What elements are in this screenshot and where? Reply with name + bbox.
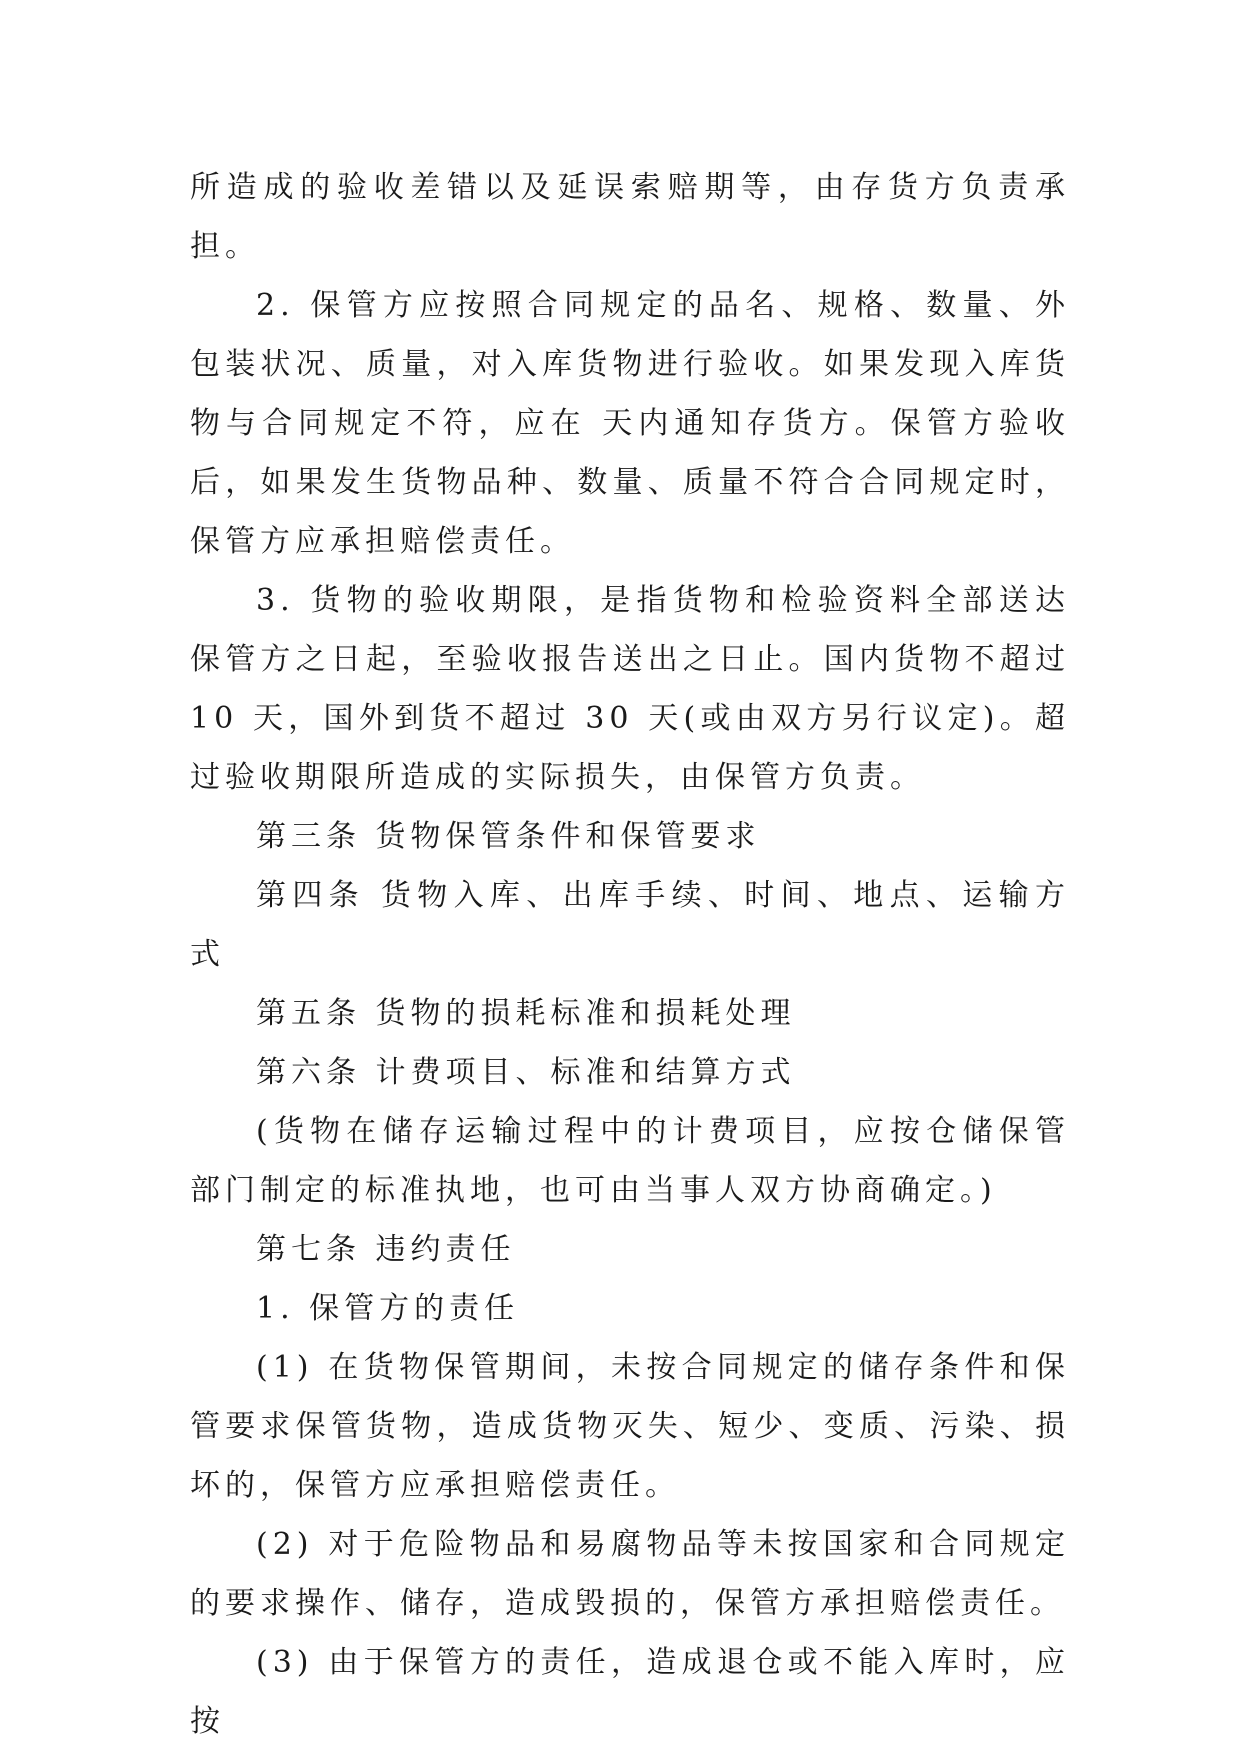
liability-item-2: (2) 对于危险物品和易腐物品等未按国家和合同规定的要求操作、储存，造成毁损的，保管方承担赔偿责任。 (190, 1527, 1070, 1621)
paragraph-clause-3: 3. 货物的验收期限，是指货物和检验资料全部送达保管方之日起，至验收报告送出之日止。国内货物不超过 10 天，国外到货不超过 30 天(或由双方另行议定)。超过验收期限所造成的实际损失，由保管方负责。 (190, 583, 1070, 795)
liability-item-3: (3) 由于保管方的责任，造成退仓或不能入库时，应按 (190, 1645, 1070, 1739)
paragraph-continuation: 所造成的验收差错以及延误索赔期等，由存货方负责承担。 (190, 170, 1070, 264)
article-6-heading: 第六条 计费项目、标准和结算方式 (256, 1055, 796, 1090)
article-6-note: (货物在储存运输过程中的计费项目，应按仓储保管部门制定的标准执地，也可由当事人双方协商确定。) (190, 1114, 1070, 1208)
custodian-liability-heading: 1. 保管方的责任 (256, 1291, 520, 1326)
article-3-heading: 第三条 货物保管条件和保管要求 (256, 819, 761, 854)
document-body (190, 158, 1070, 1751)
article-4-heading: 第四条 货物入库、出库手续、时间、地点、运输方式 (190, 878, 1070, 972)
paragraph-clause-2: 2. 保管方应按照合同规定的品名、规格、数量、外包装状况、质量，对入库货物进行验收。如果发现入库货物与合同规定不符，应在 天内通知存货方。保管方验收后，如果发生货物品种、数量、质量不符合合同规定时，保管方应承担赔偿责任。 (190, 288, 1070, 559)
article-7-heading: 第七条 违约责任 (256, 1232, 516, 1267)
liability-item-1: (1) 在货物保管期间，未按合同规定的储存条件和保管要求保管货物，造成货物灭失、短少、变质、污染、损坏的，保管方应承担赔偿责任。 (190, 1350, 1070, 1503)
article-5-heading: 第五条 货物的损耗标准和损耗处理 (256, 996, 796, 1031)
